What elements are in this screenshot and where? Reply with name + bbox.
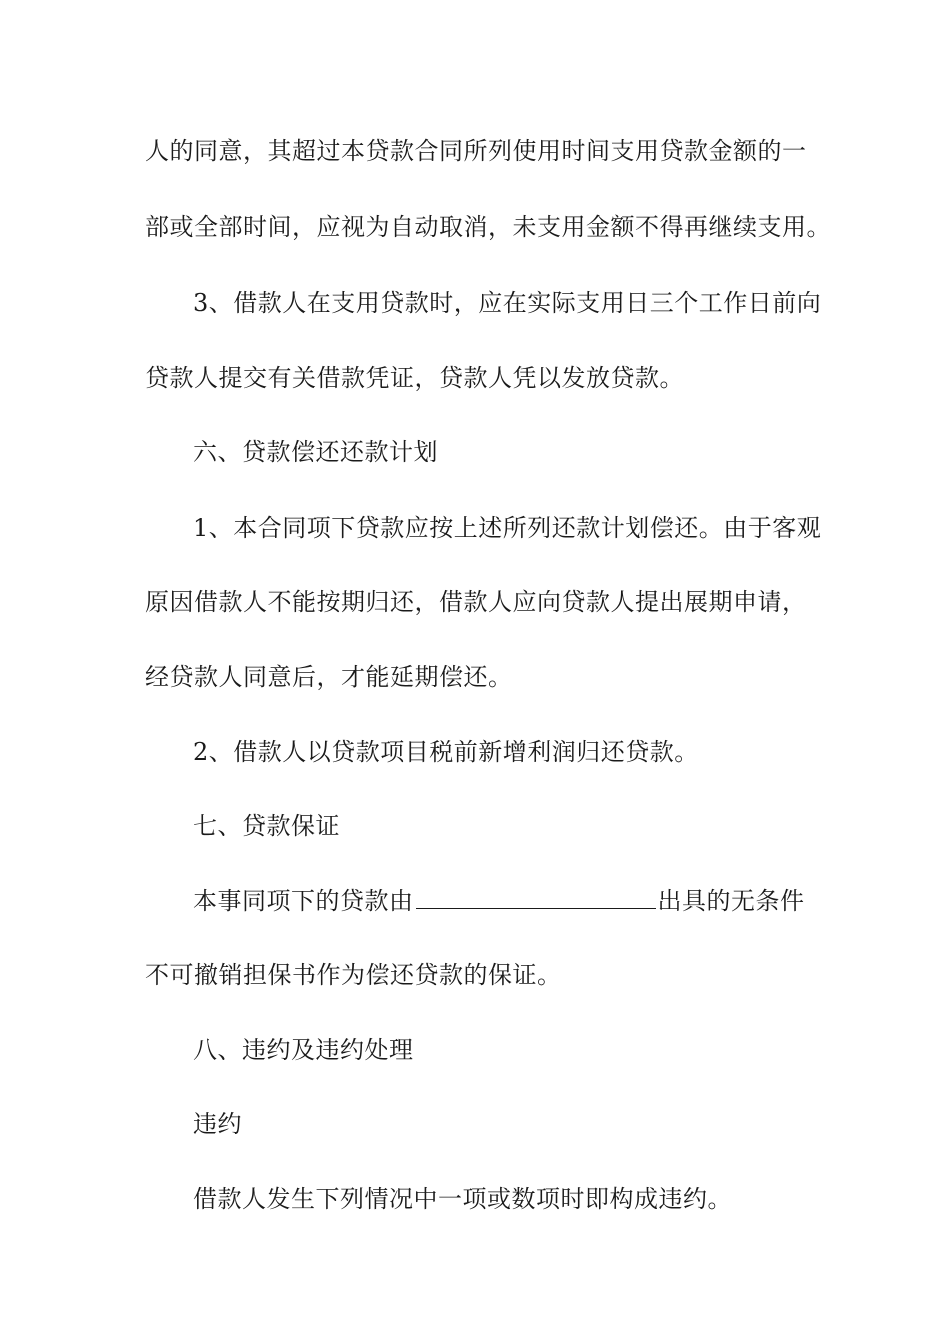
paragraph-line: 贷款人提交有关借款凭证，贷款人凭以发放贷款。 [145, 364, 684, 392]
paragraph-line: 1、本合同项下贷款应按上述所列还款计划偿还。由于客观 [193, 514, 822, 542]
paragraph-line: 原因借款人不能按期归还，借款人应向贷款人提出展期申请， [145, 588, 807, 616]
paragraph-line: 人的同意，其超过本贷款合同所列使用时间支用贷款金额的一 [145, 137, 807, 165]
subheading: 违约 [193, 1110, 242, 1138]
guarantee-text-before: 本事同项下的贷款由 [193, 887, 414, 915]
section-heading: 六、贷款偿还还款计划 [193, 438, 438, 466]
paragraph-line: 部或全部时间，应视为自动取消，未支用金额不得再继续支用。 [145, 213, 831, 241]
paragraph-line: 3、借款人在支用贷款时，应在实际支用日三个工作日前向 [193, 289, 822, 317]
paragraph-line: 借款人发生下列情况中一项或数项时即构成违约。 [193, 1185, 732, 1213]
paragraph-line: 经贷款人同意后，才能延期偿还。 [145, 663, 513, 691]
section-heading: 八、违约及违约处理 [193, 1036, 414, 1064]
paragraph-line: 不可撤销担保书作为偿还贷款的保证。 [145, 961, 562, 989]
fill-in-blank [416, 886, 656, 909]
paragraph-line: 2、借款人以贷款项目税前新增利润归还贷款。 [193, 738, 699, 766]
section-heading: 七、贷款保证 [193, 812, 340, 840]
guarantee-text-after: 出具的无条件 [657, 887, 805, 915]
guarantee-line [193, 886, 805, 916]
